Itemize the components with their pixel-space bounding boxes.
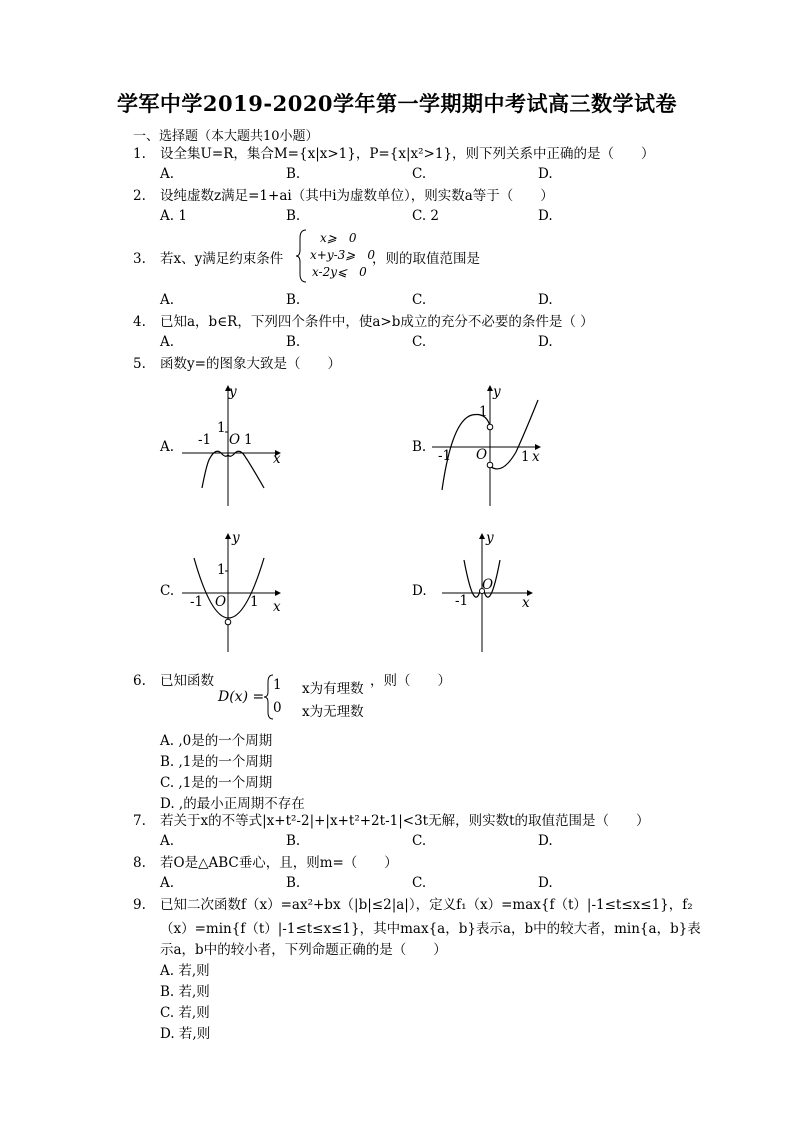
graph-b-label[interactable]: B. bbox=[412, 439, 427, 455]
graph-b-tick-minus1: -1 bbox=[438, 448, 452, 464]
constraint-2: x+y-3⩾ 0 bbox=[310, 248, 375, 262]
graph-b bbox=[430, 380, 550, 510]
question-number: 5. bbox=[133, 356, 146, 372]
graph-a-x-axis-label: x bbox=[273, 451, 281, 467]
option-b[interactable]: B. bbox=[286, 292, 301, 308]
option-a[interactable]: A. bbox=[160, 166, 175, 182]
graph-a-tick-minus1: -1 bbox=[198, 432, 212, 448]
option-c[interactable]: C. bbox=[412, 833, 427, 849]
graph-d-x-axis-label: x bbox=[522, 595, 530, 611]
question-9-choice-a[interactable]: A. 若,则 bbox=[160, 963, 210, 979]
question-8-options bbox=[160, 875, 580, 893]
question-7-options bbox=[160, 833, 580, 851]
option-c[interactable]: C. bbox=[412, 292, 427, 308]
graph-b-x-axis-label: x bbox=[532, 449, 540, 465]
question-number: 7. bbox=[133, 813, 146, 829]
question-text: 函数y=的图象大致是（ ） bbox=[160, 356, 341, 372]
option-b[interactable]: B. bbox=[286, 875, 301, 891]
graph-a-y-axis-label: y bbox=[229, 384, 237, 400]
option-a[interactable]: A. bbox=[160, 875, 175, 891]
constraint-3: x-2y⩽ 0 bbox=[312, 265, 367, 279]
question-number: 3. bbox=[133, 251, 146, 267]
graph-c-y-axis-label: y bbox=[232, 530, 240, 546]
option-c[interactable]: C. bbox=[412, 875, 427, 891]
question-text: 设全集U=R，集合M={x|x>1}，P={x|x²>1}，则下列关系中正确的是（ ） bbox=[160, 146, 655, 162]
question-6-choice-c[interactable]: C. ,1是的一个周期 bbox=[160, 775, 273, 791]
case-1-value: 1 bbox=[273, 677, 282, 693]
option-b[interactable]: B. bbox=[286, 334, 301, 350]
option-d[interactable]: D. bbox=[538, 208, 553, 224]
graph-c-tick-plus1: 1 bbox=[250, 594, 259, 610]
option-d[interactable]: D. bbox=[538, 833, 553, 849]
question-1 bbox=[133, 145, 655, 163]
graph-d-y-axis-label: y bbox=[486, 530, 494, 546]
option-d[interactable]: D. bbox=[538, 292, 553, 308]
option-a[interactable]: A. bbox=[160, 833, 175, 849]
option-d[interactable]: D. bbox=[538, 166, 553, 182]
graph-b-tick-1: 1 bbox=[479, 404, 488, 420]
question-6-choice-a[interactable]: A. ,0是的一个周期 bbox=[160, 733, 273, 749]
question-3-post: ，则的取值范围是 bbox=[372, 251, 480, 267]
option-b[interactable]: B. bbox=[286, 208, 301, 224]
graph-c-x-axis-label: x bbox=[273, 599, 281, 615]
option-c[interactable]: C. bbox=[412, 334, 427, 350]
question-number: 1. bbox=[133, 146, 146, 162]
question-3-options bbox=[160, 292, 580, 310]
option-c[interactable]: C. 2 bbox=[412, 208, 440, 224]
option-a[interactable]: A. bbox=[160, 292, 175, 308]
option-a[interactable]: A. 1 bbox=[160, 208, 187, 224]
question-text-pre: 已知函数 bbox=[160, 673, 214, 689]
question-9-choice-b[interactable]: B. 若,则 bbox=[160, 984, 210, 1000]
graph-c-label[interactable]: C. bbox=[160, 583, 175, 599]
question-5 bbox=[133, 355, 341, 373]
question-4 bbox=[133, 313, 594, 331]
question-text-pre: 若x、y满足约束条件 bbox=[160, 251, 284, 267]
graph-b-origin: O bbox=[476, 447, 488, 463]
question-1-options bbox=[160, 166, 580, 184]
question-9-text-line-3: 示a，b中的较小者，下列命题正确的是（ ） bbox=[160, 942, 447, 958]
question-text: 若关于x的不等式|x+t²-2|+|x+t²+2t-1|<3t无解，则实数t的取值范围是（ ） bbox=[160, 813, 650, 829]
constraint-brace bbox=[295, 228, 309, 284]
question-text: 设纯虚数z满足=1+ai（其中i为虚数单位），则实数a等于（ ） bbox=[160, 188, 554, 204]
graph-a-label[interactable]: A. bbox=[160, 439, 175, 455]
question-6-post: ，则（ ） bbox=[370, 673, 451, 689]
graph-a-origin: O bbox=[229, 432, 241, 448]
graph-d-origin: O bbox=[482, 577, 494, 593]
question-text: 已知a，b∈R，下列四个条件中，使a>b成立的充分不必要的条件是（ ） bbox=[160, 314, 594, 330]
option-b[interactable]: B. bbox=[286, 833, 301, 849]
graph-a-tick-1: 1 bbox=[217, 420, 226, 436]
question-number: 9. bbox=[133, 897, 146, 913]
question-text-line-1: 已知二次函数f（x）=ax²+bx（|b|≤2|a|），定义f₁（x）=max{f（t）|-1≤t≤x≤1}，f₂ bbox=[160, 897, 693, 913]
graph-c-tick-1: 1 bbox=[217, 562, 226, 578]
case-2-value: 0 bbox=[273, 700, 282, 716]
graph-a-tick-plus1: 1 bbox=[244, 432, 253, 448]
question-8 bbox=[133, 854, 398, 872]
question-number: 8. bbox=[133, 855, 146, 871]
question-9-text-line-2: （x）=min{f（t）|-1≤t≤x≤1}，其中max{a，b}表示a，b中的较大者，min{a，b}表 bbox=[160, 921, 701, 937]
exam-title: 学军中学2019-2020学年第一学期期中考试高三数学试卷 bbox=[116, 91, 678, 116]
graph-b-y-axis-label: y bbox=[493, 384, 501, 400]
question-6-choice-b[interactable]: B. ,1是的一个周期 bbox=[160, 754, 273, 770]
option-c[interactable]: C. bbox=[412, 166, 427, 182]
option-a[interactable]: A. bbox=[160, 334, 175, 350]
question-9 bbox=[133, 896, 693, 914]
case-1-condition: x为有理数 bbox=[302, 681, 364, 697]
graph-c-origin: O bbox=[215, 594, 227, 610]
graph-d-label[interactable]: D. bbox=[412, 583, 427, 599]
graph-c-tick-minus1: -1 bbox=[190, 594, 204, 610]
section-heading: 一、选择题（本大题共10小题） bbox=[133, 129, 319, 144]
constraint-1: x⩾ 0 bbox=[320, 231, 357, 245]
question-number: 4. bbox=[133, 314, 146, 330]
piecewise-function-name: D(x) = bbox=[218, 689, 265, 705]
question-number: 6. bbox=[133, 673, 146, 689]
option-b[interactable]: B. bbox=[286, 166, 301, 182]
case-2-condition: x为无理数 bbox=[302, 704, 364, 720]
question-2-options bbox=[160, 208, 580, 226]
graph-c bbox=[180, 528, 290, 656]
graph-d-tick-minus1: -1 bbox=[455, 593, 469, 609]
question-9-choice-c[interactable]: C. 若,则 bbox=[160, 1005, 210, 1021]
option-d[interactable]: D. bbox=[538, 875, 553, 891]
question-number: 2. bbox=[133, 188, 146, 204]
question-2 bbox=[133, 187, 554, 205]
question-6 bbox=[133, 672, 214, 690]
question-6-choice-d[interactable]: D. ,的最小正周期不存在 bbox=[160, 796, 305, 812]
question-7 bbox=[133, 812, 650, 830]
option-d[interactable]: D. bbox=[538, 334, 553, 350]
graph-b-tick-plus1: 1 bbox=[521, 449, 530, 465]
question-text: 若O是△ABC垂心，且，则m=（ ） bbox=[160, 855, 398, 871]
question-9-choice-d[interactable]: D. 若,则 bbox=[160, 1026, 211, 1042]
question-4-options bbox=[160, 334, 580, 352]
question-3 bbox=[133, 250, 283, 268]
